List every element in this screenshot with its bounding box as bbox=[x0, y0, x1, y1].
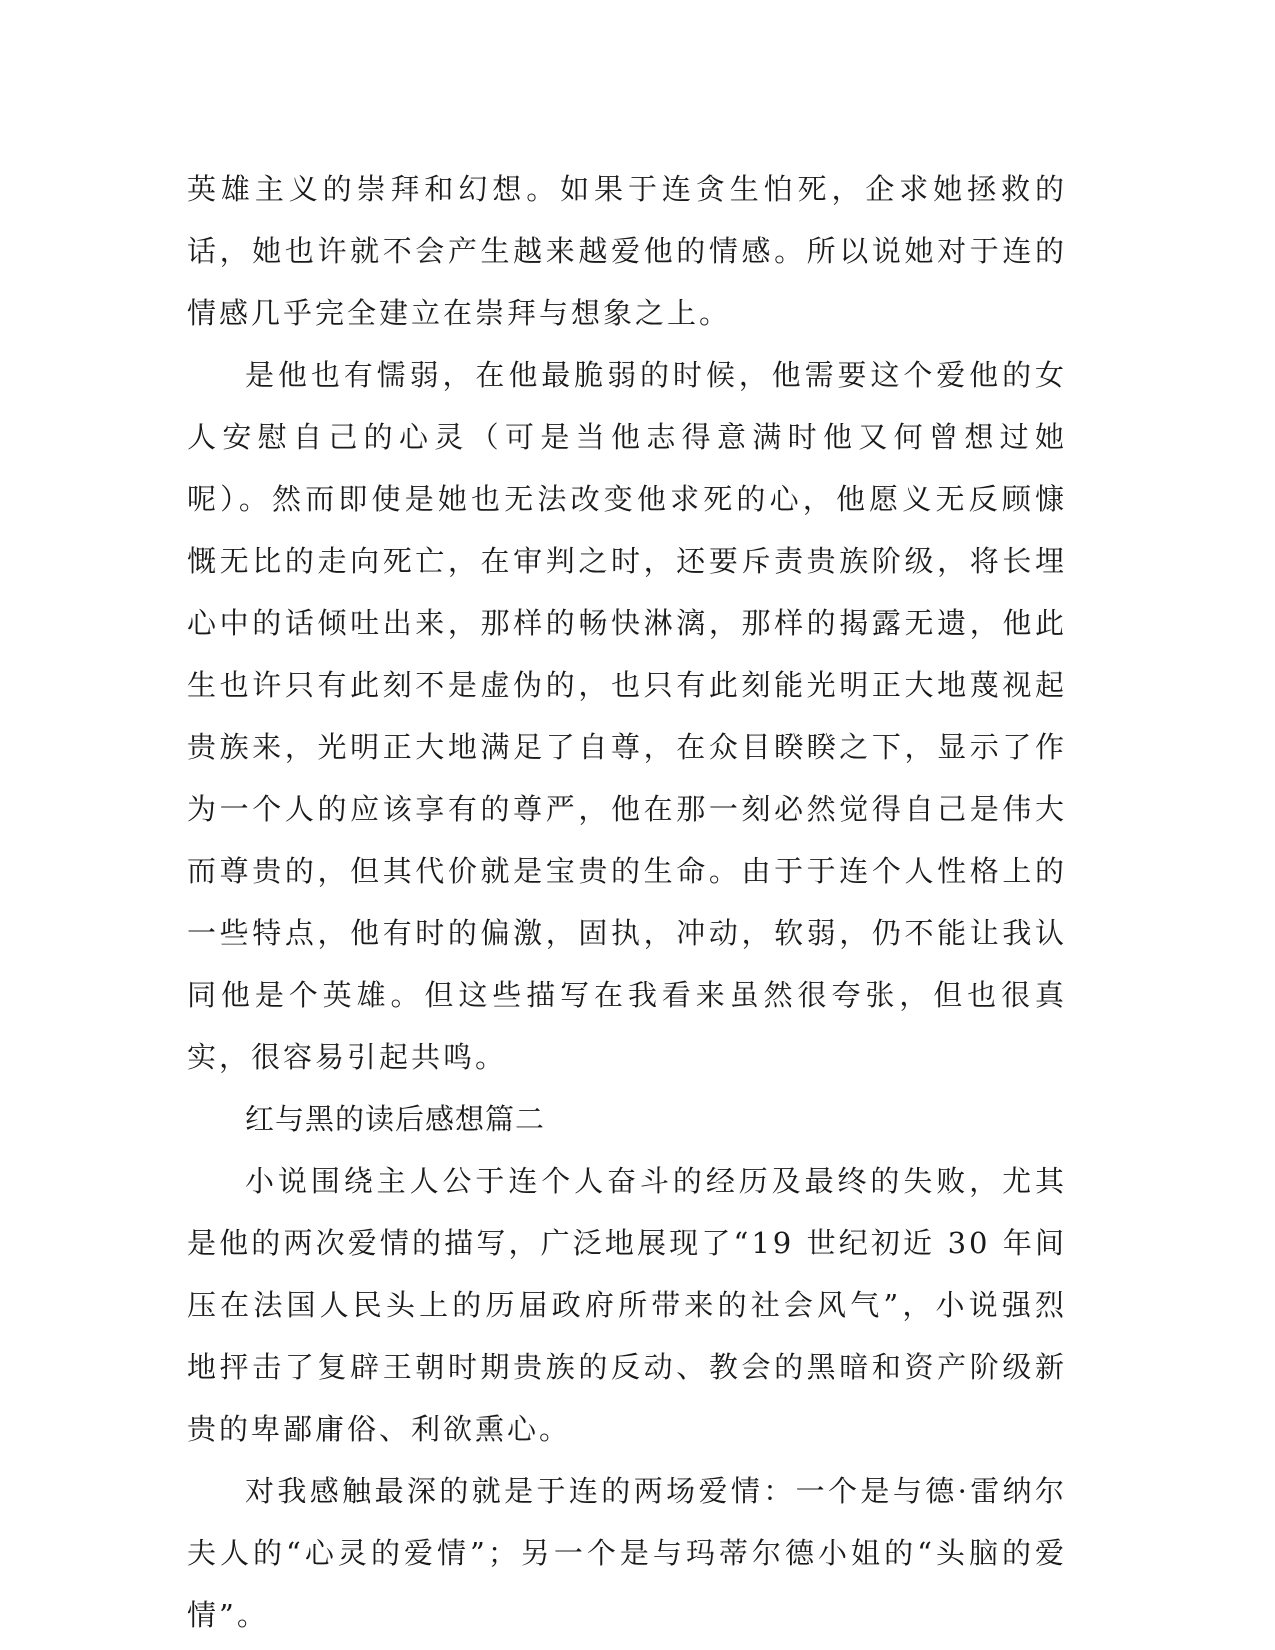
section-heading: 红与黑的读后感想篇二 bbox=[245, 1102, 546, 1136]
document-body bbox=[187, 158, 1067, 1646]
paragraph: 小说围绕主人公于连个人奋斗的经历及最终的失败，尤其是他的两次爱情的描写，广泛地展现了“19 世纪初近 30 年间压在法国人民头上的历届政府所带来的社会风气”，小说强烈地抨击了复辟王朝时期贵族的反动、教会的黑暗和资产阶级新贵的卑鄙庸俗、利欲熏心。 bbox=[187, 1164, 1067, 1446]
paragraph-continuation: 英雄主义的崇拜和幻想。如果于连贪生怕死，企求她拯救的话，她也许就不会产生越来越爱他的情感。所以说她对于连的情感几乎完全建立在崇拜与想象之上。 bbox=[187, 172, 1067, 330]
paragraph: 对我感触最深的就是于连的两场爱情：一个是与德·雷纳尔夫人的“心灵的爱情”；另一个是与玛蒂尔德小姐的“头脑的爱情”。 bbox=[187, 1474, 1067, 1632]
paragraph: 是他也有懦弱，在他最脆弱的时候，他需要这个爱他的女人安慰自己的心灵（可是当他志得意满时他又何曾想过她呢）。然而即使是她也无法改变他求死的心，他愿义无反顾慷慨无比的走向死亡，在审判之时，还要斥责贵族阶级，将长埋心中的话倾吐出来，那样的畅快淋漓，那样的揭露无遗，他此生也许只有此刻不是虚伪的，也只有此刻能光明正大地蔑视起贵族来，光明正大地满足了自尊，在众目睽睽之下，显示了作为一个人的应该享有的尊严，他在那一刻必然觉得自己是伟大而尊贵的，但其代价就是宝贵的生命。由于于连个人性格上的一些特点，他有时的偏激，固执，冲动，软弱，仍不能让我认同他是个英雄。但这些描写在我看来虽然很夸张，但也很真实，很容易引起共鸣。 bbox=[187, 358, 1067, 1074]
